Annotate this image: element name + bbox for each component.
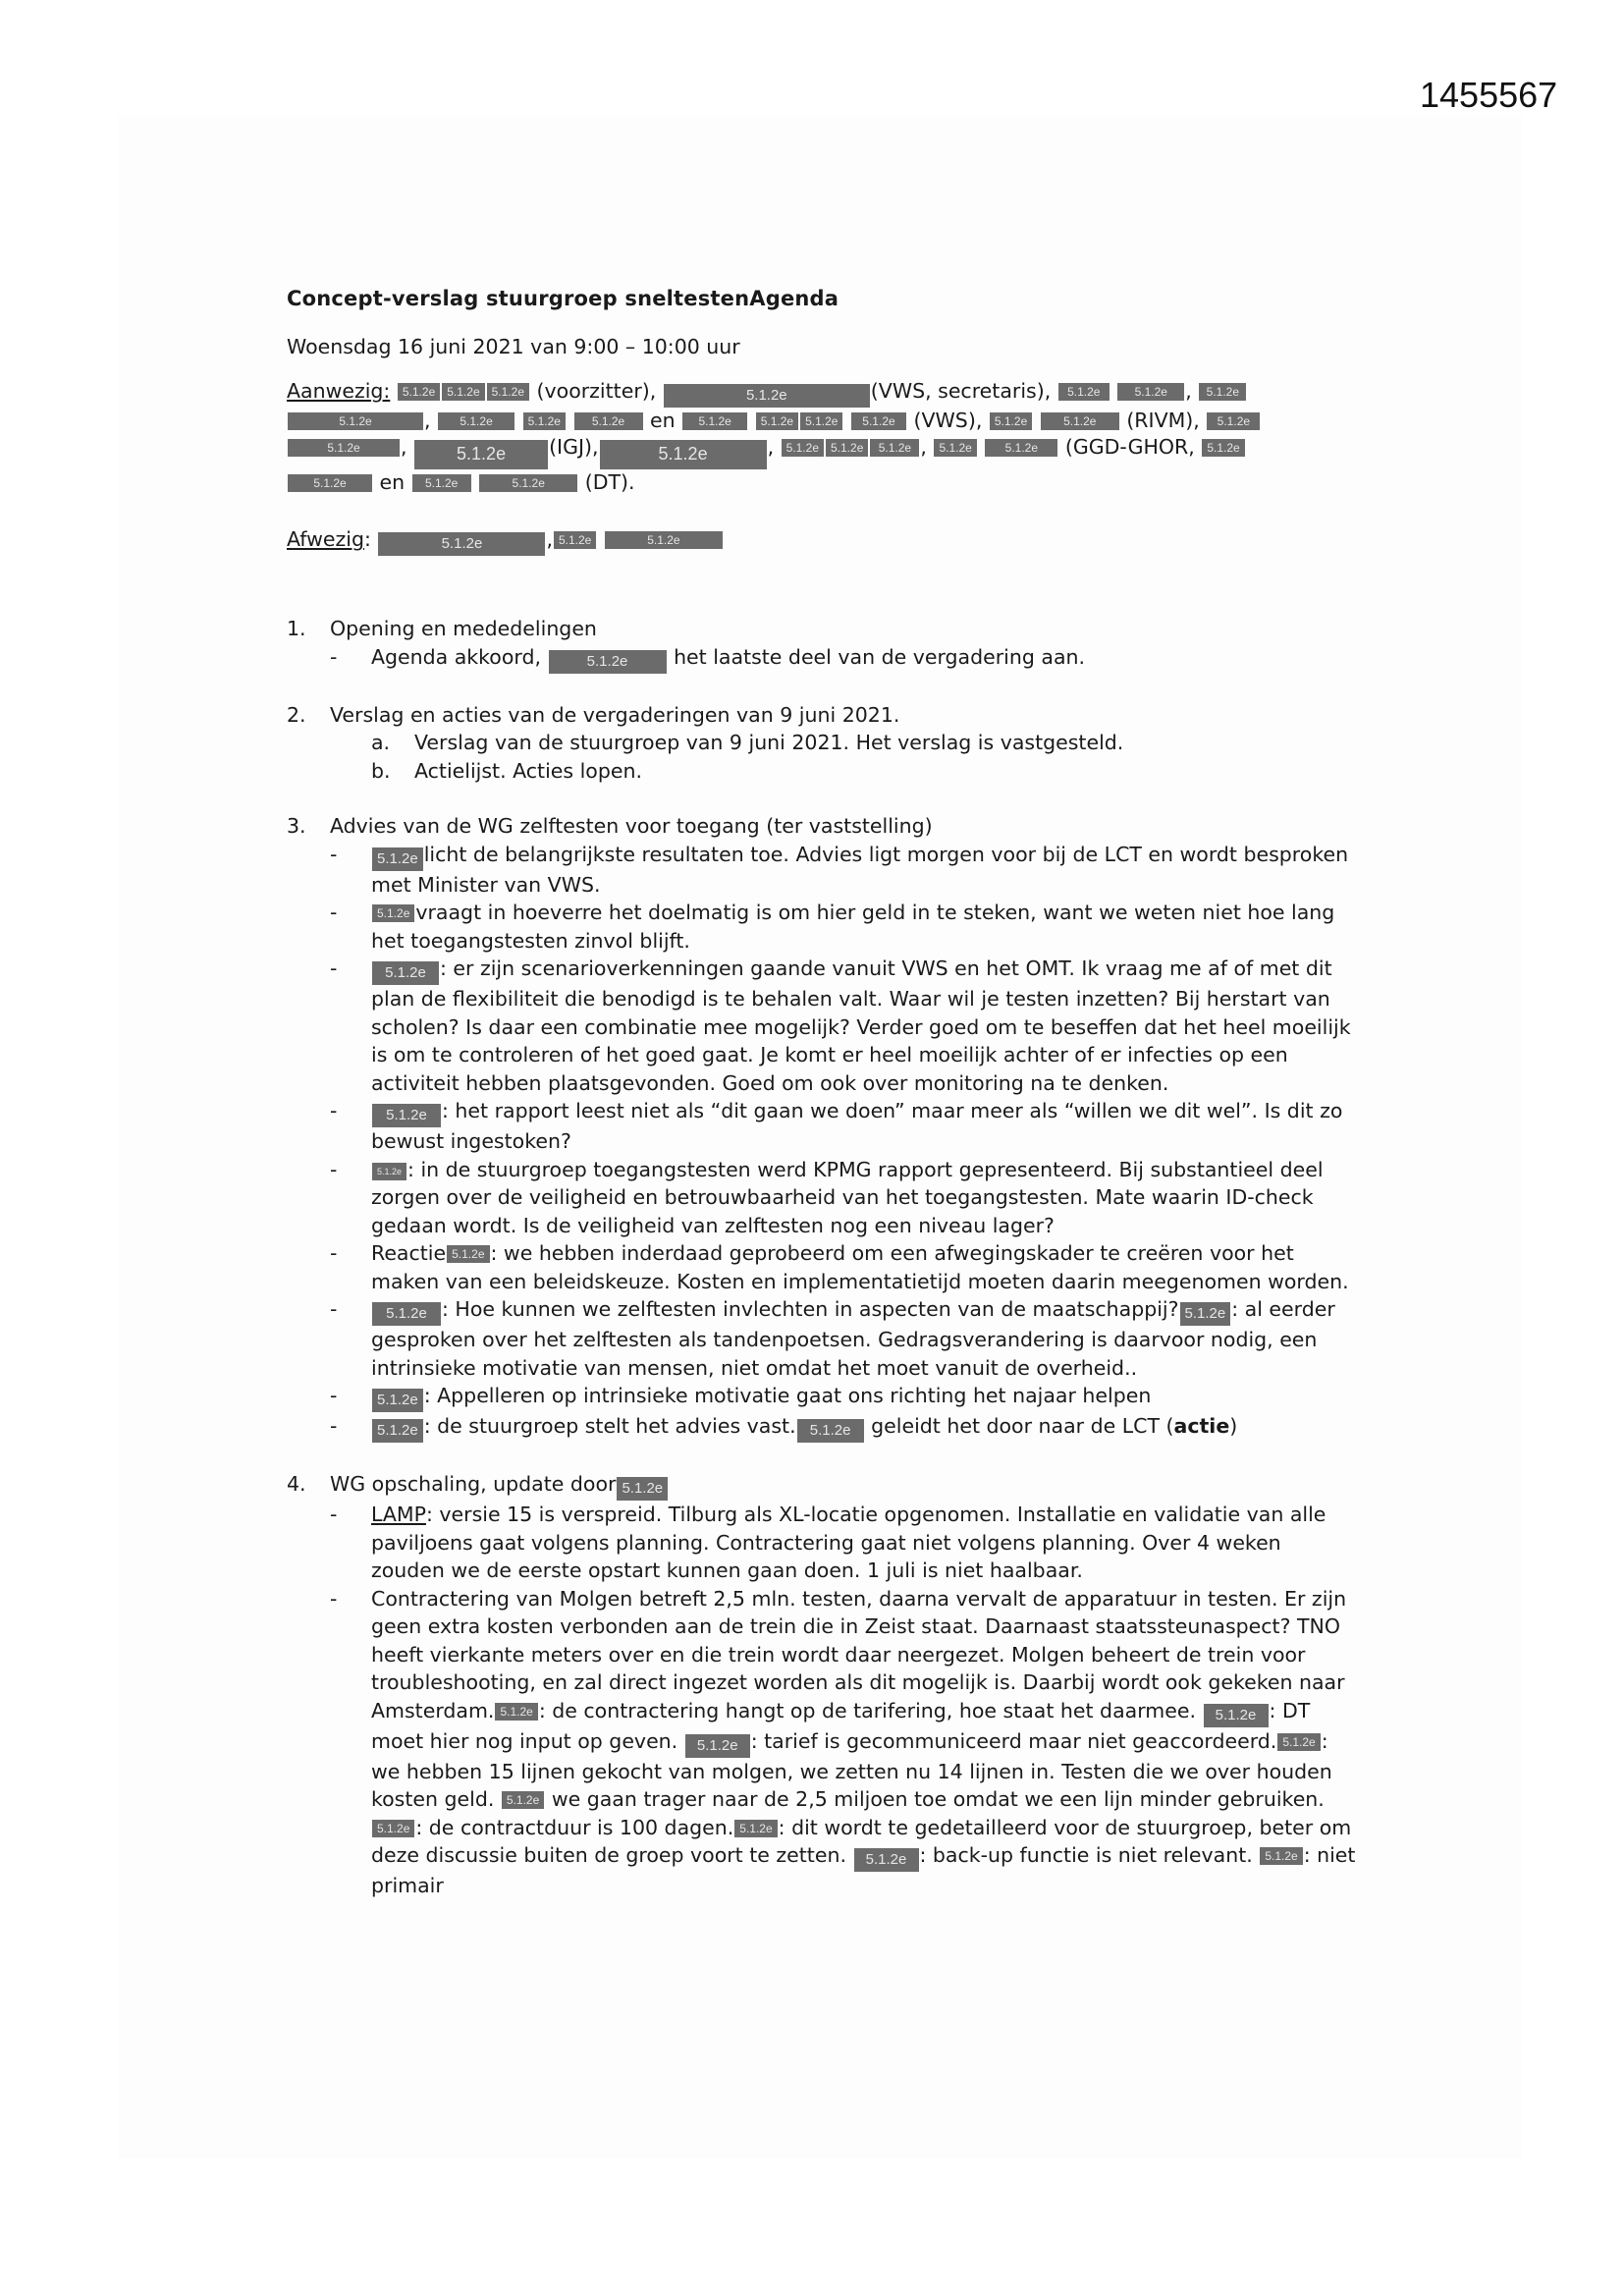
- redaction: 5.1.2e: [487, 383, 529, 401]
- redaction: 5.1.2e: [617, 1477, 668, 1501]
- role-text: (RIVM),: [1126, 409, 1200, 432]
- text: Actielijst. Acties lopen.: [414, 758, 642, 783]
- redaction: 5.1.2e: [1058, 383, 1110, 401]
- text: geleidt het door naar de LCT (: [871, 1414, 1174, 1438]
- redaction: 5.1.2e: [479, 474, 577, 492]
- document-title: Concept-verslag stuurgroep sneltestenAgenda: [287, 287, 839, 310]
- action-label: actie: [1173, 1414, 1230, 1438]
- redaction: 5.1.2e: [447, 1245, 489, 1263]
- dash: -: [330, 1384, 338, 1407]
- bullet: [330, 643, 1357, 674]
- redaction: 5.1.2e: [412, 474, 471, 492]
- text: Verslag van de stuurgroep van 9 juni 2021. Het verslag is vastgesteld.: [414, 731, 1124, 754]
- redaction: 5.1.2e: [414, 440, 548, 469]
- bullet: [330, 955, 1357, 1097]
- dash: -: [330, 842, 338, 866]
- text: Agenda akkoord,: [371, 644, 541, 669]
- dash: -: [330, 901, 338, 924]
- item-title: WG opschaling, update door: [330, 1472, 617, 1496]
- redaction: 5.1.2e: [782, 439, 824, 457]
- text: : we hebben inderdaad geprobeerd om een afwegingskader te creëren voor het maken van een beleidskeuze. Kosten en implementatietijd moeten daarin meegenomen worden.: [371, 1241, 1349, 1293]
- redaction: 5.1.2e: [1277, 1733, 1320, 1751]
- role-text: (voorzitter),: [536, 379, 657, 403]
- sub-item: [371, 729, 1357, 757]
- bullet: [330, 1585, 1357, 1900]
- text: : versie 15 is verspreid. Tilburg als XL-locatie opgenomen. Installatie en validatie van alle paviljoens gaat volgens planning. Contractering gaat niet volgens planning. Over 4 weken zouden we de eerste opstart kunnen gaan doen. 1 juli is niet haalbaar.: [371, 1503, 1326, 1582]
- dash: -: [330, 1241, 338, 1265]
- comma: ,: [767, 435, 775, 459]
- text: ): [1229, 1414, 1238, 1438]
- role-text: (VWS),: [913, 409, 983, 432]
- redaction: 5.1.2e: [600, 440, 767, 469]
- item-title: Verslag en acties van de vergaderingen van 9 juni 2021.: [330, 702, 900, 727]
- item-number: 4.: [287, 1472, 306, 1496]
- text: : tarief is gecommuniceerd maar niet geaccordeerd.: [750, 1728, 1277, 1753]
- dash: -: [330, 1414, 338, 1438]
- redaction: 5.1.2e: [1117, 383, 1184, 401]
- redaction: 5.1.2e: [574, 412, 643, 430]
- text: : al eerder gesproken over het zelftesten als tandenpoetsen. Gedragsverandering is daarvoor nodig, een intrinsieke motivatie van mensen, niet omdat het moet vanuit de overheid..: [371, 1297, 1335, 1380]
- redaction: 5.1.2e: [442, 383, 484, 401]
- redaction: 5.1.2e: [854, 1848, 919, 1872]
- text: : dit wordt te gedetailleerd voor de stuurgroep, beter om deze discussie buiten de groep voort te zetten.: [371, 1815, 1352, 1867]
- bullet: [330, 1097, 1357, 1156]
- bullet: [330, 1295, 1357, 1382]
- bullet: [330, 1239, 1357, 1295]
- text: : het rapport leest niet als “dit gaan we doen” maar meer als “willen we dit wel”. Is dit zo bewust ingestoken?: [371, 1099, 1343, 1153]
- text: : er zijn scenarioverkenningen gaande vanuit VWS en het OMT. Ik vraag me af of met dit plan de flexibiliteit die benodigd is te behalen valt. Waar wil je testen inzetten? Bij herstart van scholen? Is daar een combinatie mee mogelijk? Verder goed om te beseffen dat het heel moeilijk is om te controleren of het goed gaat. Je komt er heel moeilijk achter of er infecties op een activiteit hebben plaatsgevonden. Goed om ook over monitoring na te denken.: [371, 957, 1351, 1095]
- text: : niet primair: [371, 1843, 1356, 1897]
- text: : de contractduur is 100 dagen.: [415, 1815, 734, 1839]
- redaction: 5.1.2e: [870, 439, 919, 457]
- text: licht de belangrijkste resultaten toe. Advies ligt morgen voor bij de LCT en wordt besproken met Minister van VWS.: [371, 842, 1349, 897]
- lamp-link[interactable]: LAMP: [371, 1503, 426, 1526]
- comma: ,: [546, 527, 553, 551]
- text: : back-up functie is niet relevant.: [919, 1843, 1253, 1867]
- redaction: 5.1.2e: [685, 1734, 750, 1758]
- bullet: [330, 1412, 1357, 1443]
- item-number: 2.: [287, 702, 306, 727]
- bullet: [330, 1382, 1357, 1412]
- text: : we hebben 15 lijnen gekocht van molgen, we zetten nu 14 lijnen in. Testen die we over houden kosten geld.: [371, 1728, 1332, 1811]
- redaction: 5.1.2e: [990, 412, 1032, 430]
- redaction: 5.1.2e: [372, 1163, 406, 1180]
- redaction: 5.1.2e: [664, 384, 870, 408]
- dash: -: [330, 1099, 338, 1122]
- redaction: 5.1.2e: [554, 531, 596, 549]
- redaction: 5.1.2e: [1041, 412, 1119, 430]
- sub-label: a.: [371, 731, 391, 754]
- redaction: 5.1.2e: [288, 474, 372, 492]
- redaction: 5.1.2e: [288, 412, 423, 430]
- redaction: 5.1.2e: [523, 412, 566, 430]
- redaction: 5.1.2e: [985, 439, 1057, 457]
- redaction: 5.1.2e: [378, 532, 545, 556]
- redaction: 5.1.2e: [934, 439, 976, 457]
- comma: ,: [401, 435, 407, 459]
- role-text: (DT).: [584, 470, 635, 494]
- text: : de contractering hangt op de tarifering, hoe staat het daarmee.: [538, 1698, 1196, 1722]
- redaction: 5.1.2e: [398, 383, 440, 401]
- redaction: 5.1.2e: [549, 650, 667, 674]
- redaction: 5.1.2e: [288, 439, 400, 457]
- attendees-label: Aanwezig:: [287, 379, 391, 403]
- absent-block: [287, 525, 1357, 556]
- role-text: (IGJ),: [549, 435, 599, 459]
- redaction: 5.1.2e: [372, 1820, 414, 1837]
- text: we gaan trager naar de 2,5 miljoen toe omdat we een lijn minder gebruiken.: [551, 1787, 1325, 1811]
- redaction: 5.1.2e: [502, 1791, 544, 1809]
- dash: -: [330, 957, 338, 980]
- attendees-block: [287, 378, 1357, 496]
- colon: :: [364, 527, 371, 551]
- comma: ,: [920, 435, 927, 459]
- bullet: [330, 1501, 1357, 1585]
- item-title: Advies van de WG zelftesten voor toegang (ter vaststelling): [330, 814, 933, 838]
- document-id: 1455567: [1420, 75, 1558, 115]
- redaction: 5.1.2e: [800, 412, 842, 430]
- redaction: 5.1.2e: [826, 439, 868, 457]
- text: het laatste deel van de vergadering aan.: [674, 644, 1086, 669]
- redaction: 5.1.2e: [495, 1703, 537, 1721]
- bullet: [330, 899, 1357, 955]
- item-title: Opening en mededelingen: [330, 617, 597, 640]
- item-number: 1.: [287, 617, 306, 640]
- redaction: 5.1.2e: [372, 961, 439, 985]
- redaction: 5.1.2e: [372, 904, 414, 922]
- text: : DT moet hier nog input op geven.: [371, 1698, 1311, 1753]
- meeting-date: Woensdag 16 juni 2021 van 9:00 – 10:00 uur: [287, 334, 740, 358]
- redaction: 5.1.2e: [372, 1104, 441, 1127]
- redaction: 5.1.2e: [1199, 383, 1246, 401]
- agenda-item-4: [287, 1470, 1357, 1900]
- redaction: 5.1.2e: [1180, 1302, 1231, 1326]
- text: : Appelleren op intrinsieke motivatie gaat ons richting het najaar helpen: [423, 1384, 1152, 1407]
- absent-label: Afwezig: [287, 527, 364, 551]
- agenda-item-3: [287, 812, 1357, 1443]
- agenda-list: [287, 615, 1357, 1900]
- redaction: 5.1.2e: [1204, 1704, 1269, 1727]
- dash: -: [330, 1503, 338, 1526]
- redaction: 5.1.2e: [851, 412, 906, 430]
- sub-item: [371, 757, 1357, 786]
- dash: -: [330, 644, 338, 669]
- text: : in de stuurgroep toegangstesten werd KPMG rapport gepresenteerd. Bij substantieel deel zorgen over de veiligheid en betrouwbaarheid van het toegangstesten. Mate waarin ID-check gedaan wordt. Is de veiligheid van zelftesten nog een niveau lager?: [371, 1157, 1324, 1237]
- redaction: 5.1.2e: [1207, 412, 1260, 430]
- document-body: [287, 285, 1357, 1928]
- text: : de stuurgroep stelt het advies vast.: [423, 1414, 796, 1438]
- bullet: [330, 841, 1357, 900]
- redaction: 5.1.2e: [756, 412, 798, 430]
- connector-text: en: [379, 470, 406, 494]
- role-text: (VWS, secretaris),: [870, 379, 1052, 403]
- redaction: 5.1.2e: [1260, 1847, 1302, 1865]
- item-number: 3.: [287, 814, 306, 838]
- dash: -: [330, 1586, 338, 1611]
- text: : Hoe kunnen we zelftesten invlechten in aspecten van de maatschappij?: [442, 1297, 1179, 1321]
- sub-label: b.: [371, 758, 391, 783]
- redaction: 5.1.2e: [372, 1389, 423, 1412]
- role-text: (GGD-GHOR,: [1064, 435, 1195, 459]
- dash: -: [330, 1157, 338, 1181]
- redaction: 5.1.2e: [372, 847, 423, 871]
- redaction: 5.1.2e: [438, 412, 514, 430]
- comma: ,: [1185, 379, 1192, 403]
- agenda-item-1: [287, 615, 1357, 674]
- comma: ,: [424, 409, 431, 432]
- text: Contractering van Molgen betreft 2,5 mln. testen, daarna vervalt de apparatuur in testen. Er zijn geen extra kosten verbonden aan de trein die in Zeist staat. Daarnaast staatssteunaspect? TNO heeft vierkante meters over en die trein wordt daar neergezet. Molgen beheert de trein voor troubleshooting, en zal direct ingezet worden als dit mogelijk is. Daarbij wordt ook gekeken naar Amsterdam.: [371, 1586, 1347, 1722]
- redaction: 5.1.2e: [1202, 439, 1244, 457]
- dash: -: [330, 1297, 338, 1321]
- redaction: 5.1.2e: [372, 1419, 423, 1443]
- connector-text: en: [650, 409, 676, 432]
- redaction: 5.1.2e: [372, 1302, 441, 1326]
- text: vraagt in hoeverre het doelmatig is om hier geld in te steken, want we weten niet hoe lang het toegangstesten zinvol blijft.: [371, 901, 1335, 953]
- agenda-item-2: [287, 701, 1357, 786]
- redaction: 5.1.2e: [682, 412, 747, 430]
- redaction: 5.1.2e: [734, 1820, 777, 1837]
- redaction: 5.1.2e: [797, 1419, 864, 1443]
- redaction: 5.1.2e: [605, 531, 723, 549]
- text: Reactie: [371, 1241, 447, 1265]
- bullet: [330, 1156, 1357, 1240]
